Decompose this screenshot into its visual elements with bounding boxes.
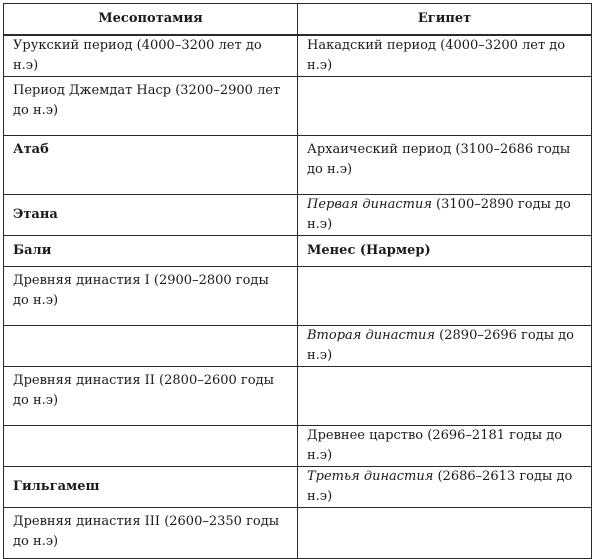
egypt-cell [298,77,592,136]
table-row [4,77,592,136]
chronology-table [3,3,592,559]
table-row [4,35,592,77]
dynasty-dates: (2890–2696 годы до н.э) [307,328,575,363]
egypt-cell: Менес (Нармер) [298,236,592,267]
mesopotamia-cell: Древняя династия I (2900–2800 годы до н.э) [4,267,298,326]
mesopotamia-cell: Гильгамеш [4,467,298,508]
egypt-cell: Древнее царство (2696–2181 годы до н.э) [298,426,592,467]
table-row [4,136,592,195]
mesopotamia-cell: Древняя династия II (2800–2600 годы до н.э) [4,367,298,426]
mesopotamia-cell: Атаб [4,136,298,195]
egypt-cell: Накадский период (4000–3200 лет до н.э) [298,35,592,77]
table-row [4,467,592,508]
mesopotamia-cell [4,426,298,467]
header-row [4,4,592,36]
dynasty-name: Первая династия [307,197,432,212]
egypt-cell: Архаический период (3100–2686 годы до н.э) [298,136,592,195]
egypt-cell [298,267,592,326]
table-row [4,236,592,267]
mesopotamia-cell: Древняя династия III (2600–2350 годы до н.э) [4,508,298,559]
egypt-cell [298,195,592,236]
dynasty-name: Вторая династия [307,328,436,343]
table-row [4,426,592,467]
egypt-cell [298,367,592,426]
mesopotamia-cell [4,326,298,367]
mesopotamia-cell: Период Джемдат Наср (3200–2900 лет до н.э) [4,77,298,136]
egypt-cell [298,508,592,559]
header-egypt: Египет [298,4,592,36]
header-mesopotamia: Месопотамия [4,4,298,36]
table-row [4,195,592,236]
dynasty-dates: (3100–2890 годы до н.э) [307,197,571,232]
mesopotamia-cell: Бали [4,236,298,267]
egypt-cell [298,467,592,508]
mesopotamia-cell: Этана [4,195,298,236]
table-row [4,326,592,367]
table-row [4,367,592,426]
table-row [4,508,592,559]
dynasty-name: Третья династия [307,469,434,484]
table-row [4,267,592,326]
egypt-cell [298,326,592,367]
dynasty-dates: (2686–2613 годы до н.э) [307,469,573,504]
mesopotamia-cell: Урукский период (4000–3200 лет до н.э) [4,35,298,77]
